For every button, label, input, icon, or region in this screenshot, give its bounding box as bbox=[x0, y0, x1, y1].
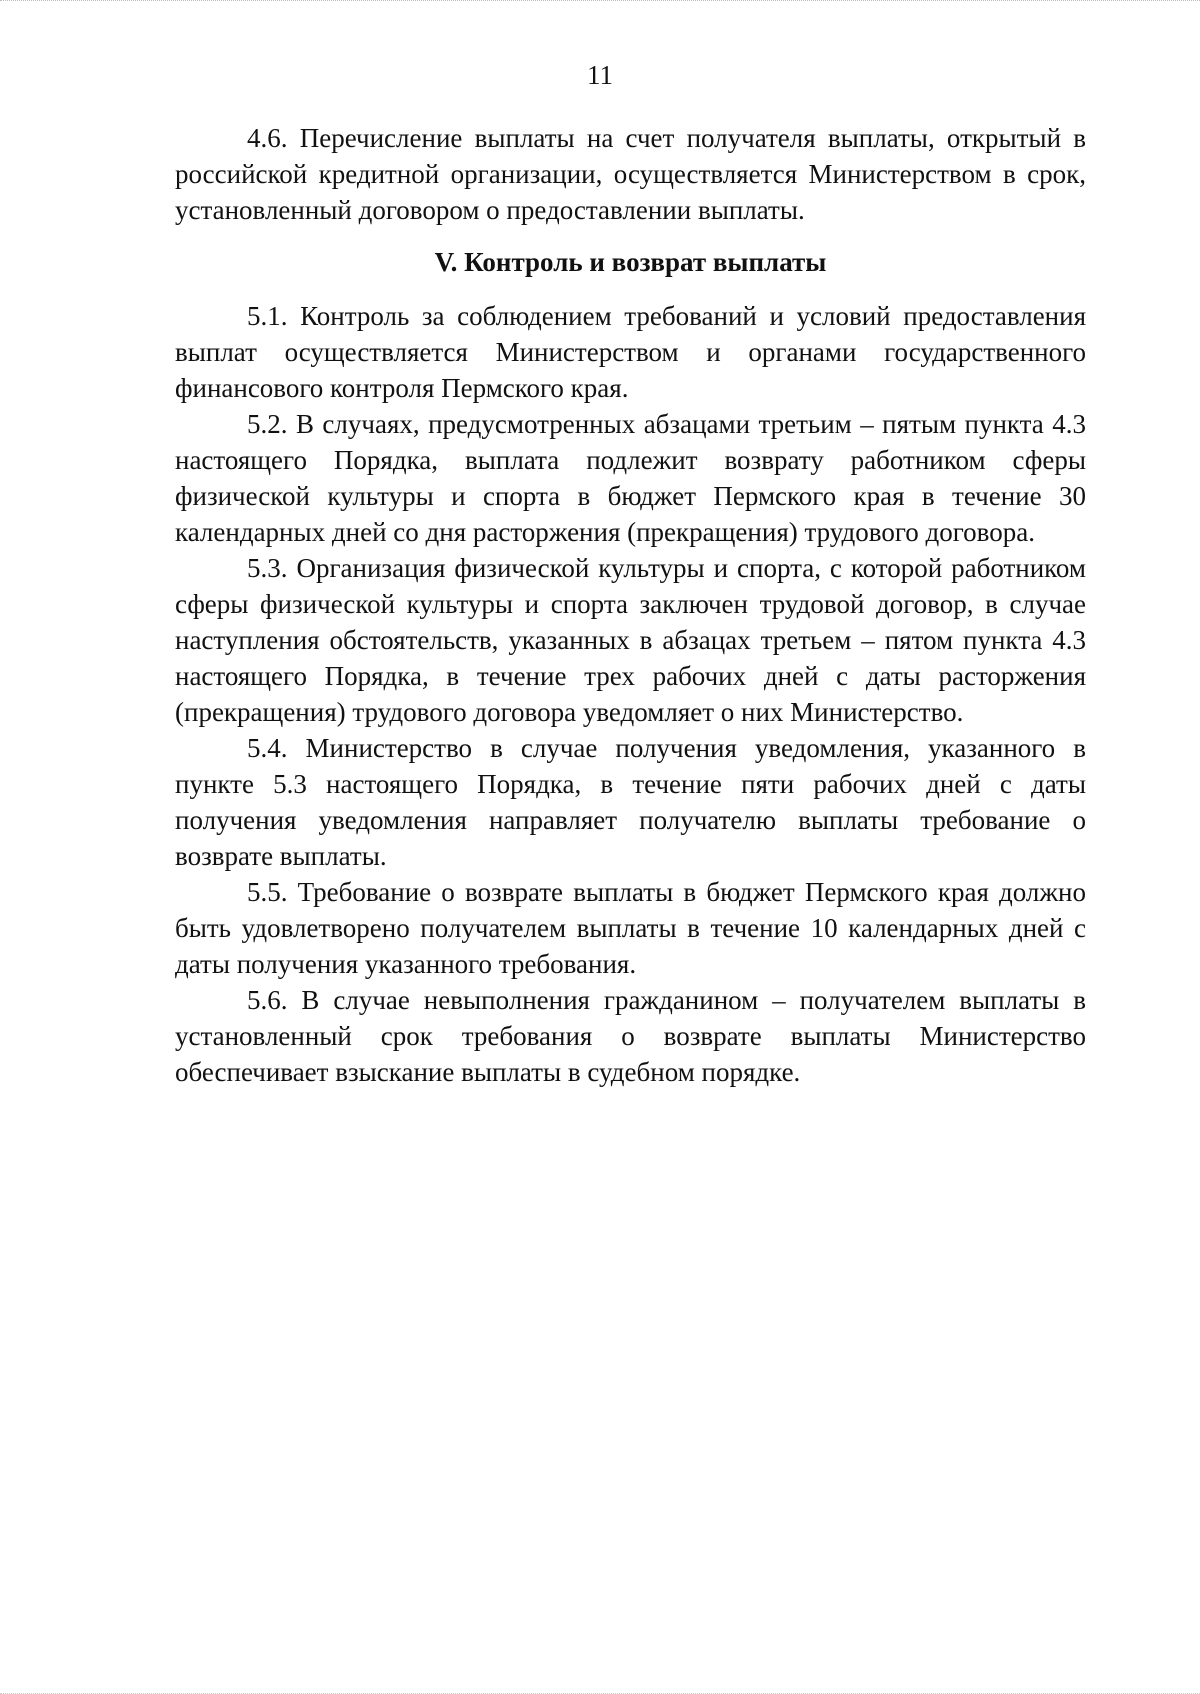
paragraph-5-1: 5.1. Контроль за соблюдением требований и условий предоставления выплат осуществляется Министерством и органами государственного финансового контроля Пермского края. bbox=[175, 301, 1086, 403]
paragraph-5-2: 5.2. В случаях, предусмотренных абзацами третьим – пятым пункта 4.3 настоящего Порядка, выплата подлежит возврату работником сферы физической культуры и спорта в бюджет Пермского края в течение 30 календарных дней со дня расторжения (прекращения) трудового договора. bbox=[175, 409, 1086, 547]
scan-edge-top bbox=[0, 0, 1200, 3]
paragraph-5-3: 5.3. Организация физической культуры и спорта, с которой работником сферы физической культуры и спорта заключен трудовой договор, в случае наступления обстоятельств, указанных в абзацах третьем – пятом пункта 4.3 настоящего Порядка, в течение трех рабочих дней с даты расторжения (прекращения) трудового договора уведомляет о них Министерство. bbox=[175, 553, 1086, 727]
section-heading: V. Контроль и возврат выплаты bbox=[434, 247, 827, 277]
paragraph-5-5: 5.5. Требование о возврате выплаты в бюджет Пермского края должно быть удовлетворено получателем выплаты в течение 10 календарных дней с даты получения указанного требования. bbox=[175, 877, 1086, 979]
paragraph-4-6: 4.6. Перечисление выплаты на счет получателя выплаты, открытый в российской кредитной организации, осуществляется Министерством в срок, установленный договором о предоставлении выплаты. bbox=[175, 123, 1086, 225]
document-body bbox=[175, 120, 1086, 1090]
page-number: 11 bbox=[587, 60, 613, 90]
paragraph-5-4: 5.4. Министерство в случае получения уведомления, указанного в пункте 5.3 настоящего Порядка, в течение пяти рабочих дней с даты получения уведомления направляет получателю выплаты требование о возврате выплаты. bbox=[175, 733, 1086, 871]
paragraph-5-6: 5.6. В случае невыполнения гражданином – получателем выплаты в установленный срок требования о возврате выплаты Министерство обеспечивает взыскание выплаты в судебном порядке. bbox=[175, 985, 1086, 1087]
